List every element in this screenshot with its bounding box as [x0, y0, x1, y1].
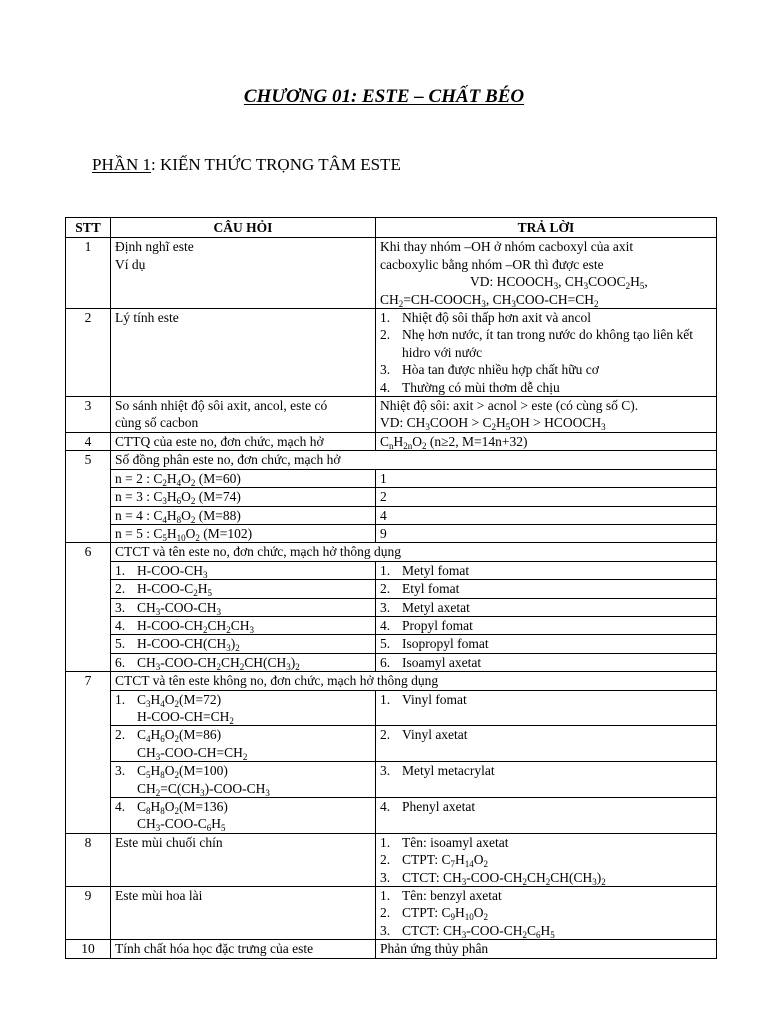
answer-cell — [376, 309, 717, 397]
formula: $H-COO-CH(CH_3)_2$ — [137, 636, 240, 654]
ester-name: Propyl fomat — [402, 617, 473, 633]
answer-cell — [376, 238, 717, 309]
formula-line: 4. $C_8H_8O_2(M=136)$ — [115, 799, 228, 816]
section-heading — [92, 155, 401, 175]
question-cell: Lý tính este — [111, 309, 376, 397]
esters-knowledge-table — [65, 217, 717, 959]
row-number: 1 — [66, 238, 111, 309]
formula: $H-COO-C_2H_5$ — [137, 581, 212, 599]
question-cell: n = 2 : $C_2H_4O_2$ (M=60) — [111, 469, 376, 487]
question-cell — [111, 798, 376, 834]
answer-cell: 4. Phenyl axetat — [376, 798, 717, 834]
answer-line: cacboxylic bằng nhóm –OR thì được este — [380, 256, 604, 272]
table-row — [66, 488, 717, 506]
structural-formula: $H-COO-CH=CH_2$ — [137, 708, 234, 726]
table-row — [66, 506, 717, 524]
list-item-text: Tên: isoamyl axetat — [402, 834, 509, 850]
answer-cell: 2 — [376, 488, 717, 506]
ester-name: Etyl fomat — [402, 581, 460, 597]
question-cell — [111, 726, 376, 762]
list-item-text: CTCT: $CH_3-COO-CH_2C_6H_5$ — [402, 922, 555, 940]
answer-cell: 4. Propyl fomat — [376, 616, 717, 634]
list-item-text: CTPT: $C_9H_{10}O_2$ — [402, 905, 488, 923]
answer-cell: 3. Metyl metacrylat — [376, 762, 717, 798]
table-row — [66, 238, 717, 309]
formula: $CH_3-COO-CH_2CH_2CH(CH_3)_2$ — [137, 654, 300, 672]
row-number: 3 — [66, 397, 111, 433]
question-cell: Este mùi hoa lài — [111, 887, 376, 940]
answer-line: Khi thay nhóm –OH ở nhóm cacboxyl của axit — [380, 239, 634, 255]
structural-formula: $CH_2=C(CH_3)-COO-CH_3$ — [137, 780, 270, 798]
list-item: 3. Hòa tan được nhiều hợp chất hữu cơ — [380, 362, 599, 378]
structural-formula: $CH_3-COO-C_6H_5$ — [137, 816, 226, 834]
list-item: 1. Tên: isoamyl axetat — [380, 834, 509, 850]
table-row — [66, 616, 717, 634]
header-question: CÂU HỎI — [111, 218, 376, 238]
section-prefix: PHẦN 1 — [92, 155, 152, 174]
question-cell: Tính chất hóa học đặc trưng của este — [111, 940, 376, 958]
header-stt: STT — [66, 218, 111, 238]
table-row — [66, 524, 717, 542]
table-row — [66, 672, 717, 690]
row-number: 4 — [66, 432, 111, 450]
answer-cell: 5. Isopropyl fomat — [376, 635, 717, 653]
formula: $H-COO-CH_2CH_2CH_3$ — [137, 617, 255, 635]
answer-cell: 2. Vinyl axetat — [376, 726, 717, 762]
question-cell — [111, 238, 376, 309]
list-item-text: Nhẹ hơn nước, ít tan trong nước do không tạo liên kết hidro với nước — [402, 327, 693, 360]
question-line: Ví dụ — [115, 256, 146, 272]
answer-line: VD: $HCOOCH_3$, $CH_3COOC_2H_5$, — [470, 274, 648, 292]
formula-line: 2. $C_4H_6O_2(M=86)$ — [115, 727, 222, 745]
ester-name: Metyl axetat — [402, 599, 470, 615]
row-number: 6 — [66, 543, 111, 672]
table-row — [66, 798, 717, 834]
question-cell: 6. $CH_3-COO-CH_2CH_2CH(CH_3)_2$ — [111, 653, 376, 671]
list-item: 1. Tên: benzyl axetat — [380, 888, 502, 904]
ester-name: Vinyl axetat — [402, 727, 468, 743]
list-item: 3. CTCT: $CH_3-COO-CH_2CH_2CH(CH_3)_2$ — [380, 869, 606, 887]
molecular-formula: $C_5H_8O_2(M=100)$ — [137, 763, 228, 781]
question-cell: 5. $H-COO-CH(CH_3)_2$ — [111, 635, 376, 653]
question-line: So sánh nhiệt độ sôi axit, ancol, este có — [115, 398, 328, 414]
list-item-text: Hòa tan được nhiều hợp chất hữu cơ — [402, 362, 599, 378]
group-heading: CTCT và tên este không no, đơn chức, mạch hở thông dụng — [111, 672, 717, 690]
section-title: : KIẾN THỨC TRỌNG TÂM ESTE — [151, 155, 401, 174]
list-item-text: CTCT: $CH_3-COO-CH_2CH_2CH(CH_3)_2$ — [402, 869, 606, 887]
header-answer: TRẢ LỜI — [376, 218, 717, 238]
ester-name: Vinyl fomat — [402, 691, 467, 707]
list-item: 2. Nhẹ hơn nước, ít tan trong nước do không tạo liên kết hidro với nước — [380, 326, 712, 361]
question-cell: Este mùi chuối chín — [111, 833, 376, 886]
row-number: 5 — [66, 451, 111, 543]
answer-cell — [376, 887, 717, 940]
row-number: 2 — [66, 309, 111, 397]
question-cell: 3. $CH_3-COO-CH_3$ — [111, 598, 376, 616]
question-cell: 2. $H-COO-C_2H_5$ — [111, 580, 376, 598]
table-row — [66, 598, 717, 616]
table-row — [66, 887, 717, 940]
formula: $CH_3-COO-CH_3$ — [137, 599, 222, 617]
list-item: 3. CTCT: $CH_3-COO-CH_2C_6H_5$ — [380, 922, 555, 940]
table-row — [66, 432, 717, 450]
answer-cell: 6. Isoamyl axetat — [376, 653, 717, 671]
ester-name: Isoamyl axetat — [402, 654, 482, 670]
table-row — [66, 543, 717, 561]
molecular-formula: $C_4H_6O_2(M=86)$ — [137, 727, 222, 745]
table-row — [66, 397, 717, 433]
molecular-formula: $C_8H_8O_2(M=136)$ — [137, 799, 228, 816]
group-heading: Số đồng phân este no, đơn chức, mạch hở — [111, 451, 717, 469]
ester-name: Metyl fomat — [402, 562, 470, 578]
table-row — [66, 451, 717, 469]
answer-cell — [376, 397, 717, 433]
question-cell: n = 4 : $C_4H_8O_2$ (M=88) — [111, 506, 376, 524]
answer-cell: 1. Vinyl fomat — [376, 690, 717, 726]
question-line: cùng số cacbon — [115, 415, 199, 431]
answer-cell — [376, 833, 717, 886]
table-row — [66, 833, 717, 886]
row-number: 7 — [66, 672, 111, 834]
question-cell — [111, 397, 376, 433]
row-number: 10 — [66, 940, 111, 958]
row-number: 9 — [66, 887, 111, 940]
question-cell: n = 5 : $C_5H_{10}O_2$ (M=102) — [111, 524, 376, 542]
table-row — [66, 762, 717, 798]
table-header-row — [66, 218, 717, 238]
question-cell: n = 3 : $C_3H_6O_2$ (M=74) — [111, 488, 376, 506]
table-row — [66, 309, 717, 397]
answer-line: Nhiệt độ sôi: axit > acnol > este (có cùng số C). — [380, 398, 639, 414]
list-item-text: Tên: benzyl axetat — [402, 888, 502, 904]
table-row — [66, 726, 717, 762]
formula-line: 1. $C_3H_4O_2(M=72)$ — [115, 691, 222, 709]
formula-line: 3. $C_5H_8O_2(M=100)$ — [115, 763, 228, 781]
list-item: 2. CTPT: $C_7H_{14}O_2$ — [380, 852, 488, 870]
question-cell: 4. $H-COO-CH_2CH_2CH_3$ — [111, 616, 376, 634]
list-item-text: Thường có mùi thơm dễ chịu — [402, 379, 560, 395]
table-row — [66, 940, 717, 958]
answer-cell: 3. Metyl axetat — [376, 598, 717, 616]
ester-name: Metyl metacrylat — [402, 763, 495, 779]
answer-cell: $C_nH_{2n}O_2$ (n≥2, M=14n+32) — [376, 432, 717, 450]
answer-cell: 1 — [376, 469, 717, 487]
structural-formula: $CH_3-COO-CH=CH_2$ — [137, 744, 248, 762]
list-item-text: Nhiệt độ sôi thấp hơn axit và ancol — [402, 310, 591, 326]
answer-cell: 1. Metyl fomat — [376, 561, 717, 579]
table-row — [66, 580, 717, 598]
answer-line: VD: $CH_3COOH > C_2H_5OH$ > $HCOOCH_3$ — [380, 415, 606, 433]
chapter-title: CHƯƠNG 01: ESTE – CHẤT BÉO — [243, 86, 525, 107]
table-row — [66, 690, 717, 726]
table-row — [66, 635, 717, 653]
answer-cell: 9 — [376, 524, 717, 542]
list-item-text: CTPT: $C_7H_{14}O_2$ — [402, 852, 488, 870]
question-cell: CTTQ của este no, đơn chức, mạch hở — [111, 432, 376, 450]
formula: $H-COO-CH_3$ — [137, 562, 208, 580]
table-row — [66, 561, 717, 579]
answer-cell: Phản ứng thủy phân — [376, 940, 717, 958]
answer-line: $CH_2=CH-COOCH_3$, $CH_3COO-CH=CH_2$ — [380, 291, 599, 309]
question-cell — [111, 690, 376, 726]
question-cell: 1. $H-COO-CH_3$ — [111, 561, 376, 579]
table-row — [66, 653, 717, 671]
answer-cell: 2. Etyl fomat — [376, 580, 717, 598]
list-item: 4. Thường có mùi thơm dễ chịu — [380, 379, 560, 395]
group-heading: CTCT và tên este no, đơn chức, mạch hở thông dụng — [111, 543, 717, 561]
list-item: 2. CTPT: $C_9H_{10}O_2$ — [380, 905, 488, 923]
molecular-formula: $C_3H_4O_2(M=72)$ — [137, 691, 222, 709]
table-row — [66, 469, 717, 487]
ester-name: Isopropyl fomat — [402, 636, 489, 652]
ester-name: Phenyl axetat — [402, 799, 476, 814]
row-number: 8 — [66, 833, 111, 886]
list-item: 1. Nhiệt độ sôi thấp hơn axit và ancol — [380, 310, 591, 326]
question-cell — [111, 762, 376, 798]
question-line: Định nghĩ este — [115, 239, 194, 255]
answer-cell: 4 — [376, 506, 717, 524]
